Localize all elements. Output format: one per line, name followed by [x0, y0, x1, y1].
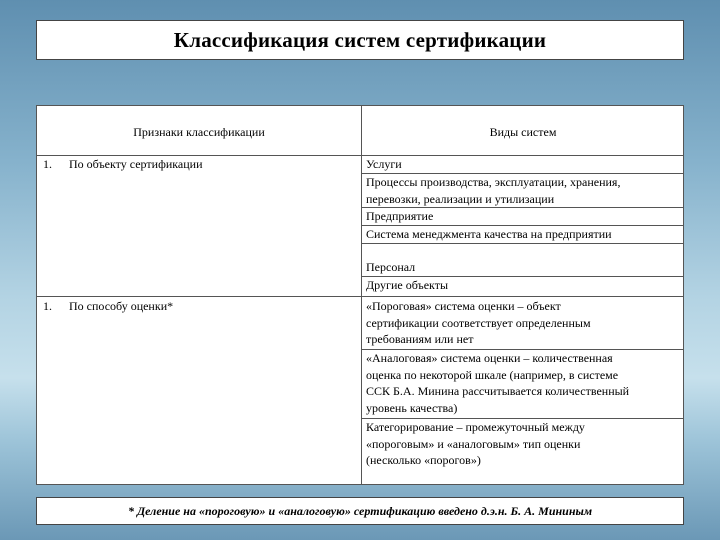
type-line: Система менеджмента качества на предприятии [366, 227, 612, 241]
type-line: Категорирование – промежуточный между [366, 420, 585, 434]
footnote-box [36, 497, 684, 525]
type-line: (несколько «порогов») [366, 453, 481, 467]
row-number: 1. [43, 157, 52, 171]
column-divider [361, 106, 362, 484]
type-line: Услуги [366, 157, 402, 171]
type-line: перевозки, реализации и утилизации [366, 191, 555, 206]
footnote: * Деление на «пороговую» и «аналоговую» сертификацию введено д.э.н. Б. А. Мининым [127, 503, 593, 518]
title-box [36, 20, 684, 60]
header-types: Виды систем [489, 125, 557, 139]
type-line: «Аналоговая» система оценки – количественная [366, 351, 613, 365]
criterion-cell: По объекту сертификации [69, 157, 203, 171]
type-line: ССК Б.А. Минина рассчитывается количественный [366, 384, 630, 398]
group-divider [37, 296, 683, 297]
page-title: Классификация систем сертификации [173, 27, 547, 52]
row-number: 1. [43, 299, 52, 313]
type-line: Другие объекты [366, 278, 449, 292]
type-line: уровень качества) [366, 400, 458, 415]
type-line: сертификации соответствует определенным [366, 315, 591, 330]
type-line: оценка по некоторой шкале (например, в системе [366, 367, 619, 382]
type-line: «пороговым» и «аналоговым» тип оценки [366, 436, 581, 451]
type-line: требованиям или нет [366, 332, 474, 346]
classification-table [36, 105, 684, 485]
header-criteria: Признаки классификации [133, 125, 265, 139]
type-line: Процессы производства, эксплуатации, хранения, [366, 175, 621, 189]
type-line: Предприятие [366, 209, 434, 223]
item-divider [361, 243, 683, 244]
criterion-cell: По способу оценки* [69, 299, 174, 313]
type-line: «Пороговая» система оценки – объект [366, 299, 561, 313]
type-line: Персонал [366, 260, 416, 274]
